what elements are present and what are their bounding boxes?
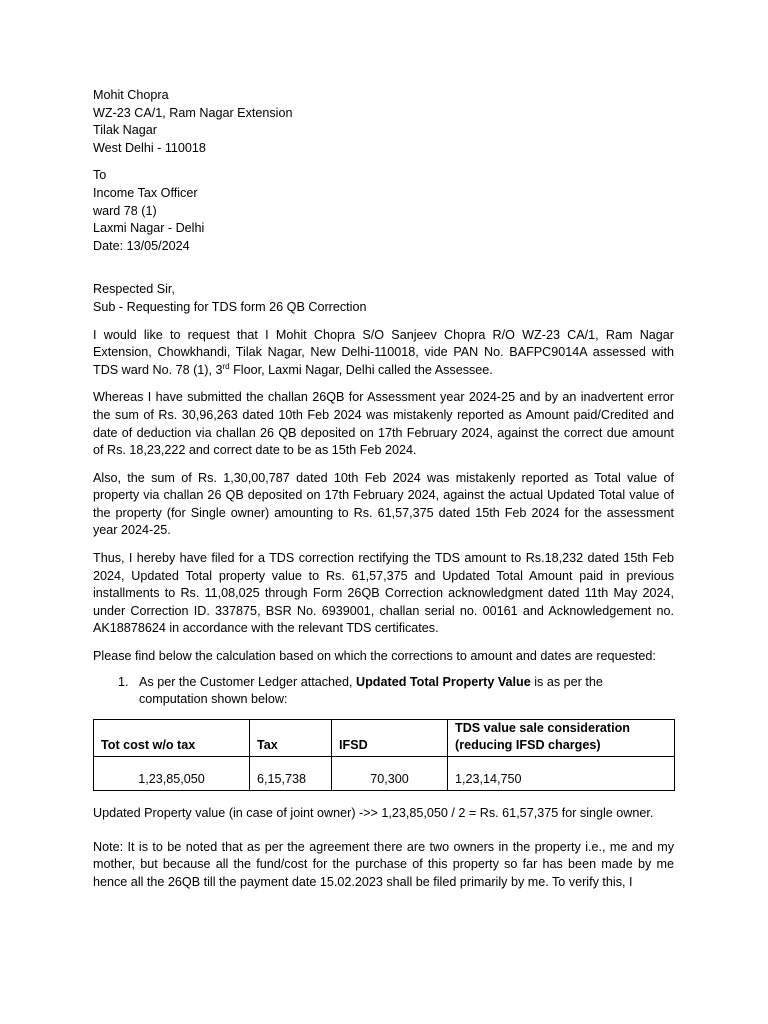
paragraph-correction-filed: Thus, I hereby have filed for a TDS correction rectifying the TDS amount to Rs.18,232 dated 15th Feb 2024, Updated Total property value to Rs. 61,57,375 and Updated Total Amount paid in previous installments to Rs. 11,08,025 through Form 26QB Correction acknowledgment dated 11th May 2024, under Correction ID. 337875, BSR No. 6939001, challan serial no. 00161 and Acknowledgement no. AK18878624 in accordance with the relevant TDS certificates. [93, 551, 674, 636]
paragraph-note: Note: It is to be noted that as per the agreement there are two owners in the property i.e., me and my mother, but because all the fund/cost for the purchase of this property so far has been made by me hence all the 26QB till the payment date 15.02.2023 shall be filed primarily by me. To verify this, I [93, 839, 674, 889]
table-row [94, 757, 675, 791]
table-cell-ifsd: 70,300 [332, 757, 448, 791]
table-header-total-cost: Tot cost w/o tax [94, 719, 250, 756]
sender-address-line-3: West Delhi - 110018 [93, 140, 206, 155]
letter-date: Date: 13/05/2024 [93, 238, 190, 253]
salutation-block [93, 281, 674, 316]
sender-block [93, 87, 674, 157]
recipient-location: Laxmi Nagar - Delhi [93, 221, 205, 236]
table-header-tax: Tax [250, 719, 332, 756]
list-item [93, 674, 674, 709]
recipient-to: To [93, 168, 107, 183]
sender-address-line-2: Tilak Nagar [93, 123, 157, 138]
salutation: Respected Sir, [93, 282, 175, 297]
letter-content [93, 87, 674, 901]
list-text-end: is as per the computation shown below: [139, 674, 603, 707]
sender-name: Mohit Chopra [93, 88, 169, 102]
list-number: 1. [118, 674, 129, 689]
recipient-block [93, 167, 674, 255]
paragraph-calculation-intro: Please find below the calculation based on which the corrections to amount and dates are requested: [93, 649, 656, 664]
paragraph-amount-error: Whereas I have submitted the challan 26QB for Assessment year 2024-25 and by an inadvertent error the sum of Rs. 30,96,263 dated 10th Feb 2024 was mistakenly reported as Amount paid/Credited and date of deduction via challan 26 QB deposited on 17th February 2024, against the correct due amount of Rs. 18,23,222 and correct date to be as 15th Feb 2024. [93, 390, 674, 458]
table-cell-tds-value: 1,23,14,750 [448, 757, 675, 791]
paragraph-assessee-text-end: Floor, Laxmi Nagar, Delhi called the Assessee. [229, 362, 493, 377]
table-header-ifsd: IFSD [332, 719, 448, 756]
subject-line: Sub - Requesting for TDS form 26 QB Correction [93, 299, 367, 314]
property-value-table [93, 719, 675, 791]
table-header-row [94, 719, 675, 756]
paragraph-joint-owner-value: Updated Property value (in case of joint owner) ->> 1,23,85,050 / 2 = Rs. 61,57,375 for single owner. [93, 806, 654, 820]
table-cell-tax: 6,15,738 [250, 757, 332, 791]
recipient-title: Income Tax Officer [93, 185, 198, 200]
list-bold-text: Updated Total Property Value [356, 674, 531, 689]
table-cell-total-cost: 1,23,85,050 [94, 757, 250, 791]
recipient-ward: ward 78 (1) [93, 203, 157, 218]
table-header-tds-value: TDS value sale consideration (reducing IFSD charges) [448, 719, 675, 756]
ordinal-suffix: rd [222, 361, 230, 371]
paragraph-assessee-text: I would like to request that I Mohit Chopra S/O Sanjeev Chopra R/O WZ-23 CA/1, Ram Nagar Extension, Chowkhandi, Tilak Nagar, New Delhi-110018, vide PAN No. BAFPC9014A assessed with TDS ward No. 78 (1), 3 [93, 327, 674, 377]
sender-address-line-1: WZ-23 CA/1, Ram Nagar Extension [93, 105, 293, 120]
list-text: As per the Customer Ledger attached, [139, 674, 357, 689]
paragraph-property-value-error: Also, the sum of Rs. 1,30,00,787 dated 10th Feb 2024 was mistakenly reported as Total value of property via challan 26 QB deposited on 17th February 2024, against the actual Updated Total value of the property (for Single owner) amounting to Rs. 61,57,375 dated 15th Feb 2024 for the assessment year 2024-25. [93, 470, 674, 538]
paragraph-assessee [93, 327, 674, 380]
